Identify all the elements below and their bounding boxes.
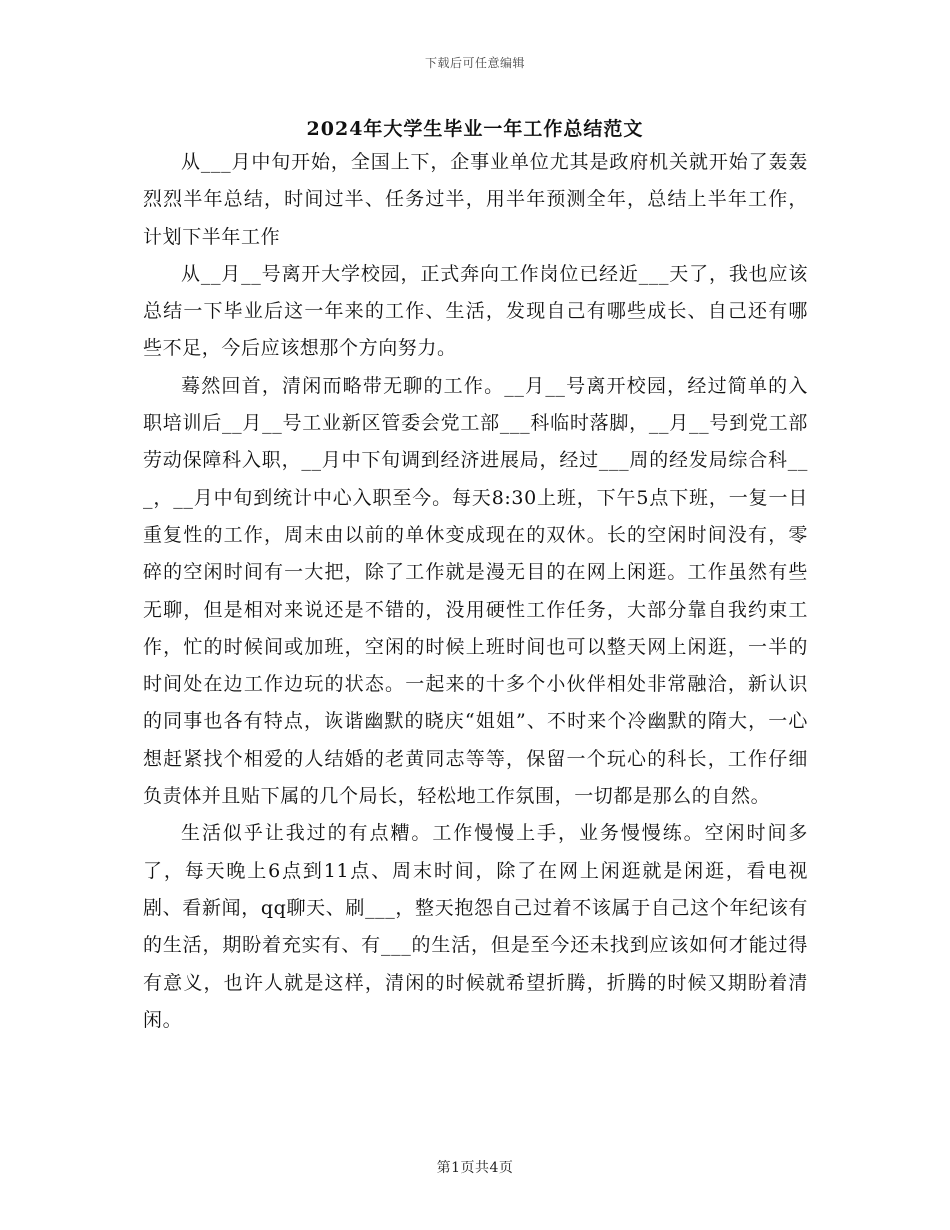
paragraph-1: 从___月中旬开始，全国上下，企事业单位尤其是政府机关就开始了轰轰烈烈半年总结，时间过半、任务过半，用半年预测全年，总结上半年工作，计划下半年工作 bbox=[143, 151, 808, 248]
document-title: 2024年大学生毕业一年工作总结范文 bbox=[306, 118, 644, 140]
document-body bbox=[143, 144, 808, 1039]
header-note: 下载后可任意编辑 bbox=[424, 56, 525, 70]
page-number: 第1页共4页 bbox=[436, 1160, 514, 1176]
paragraph-4: 生活似乎让我过的有点糟。工作慢慢上手，业务慢慢练。空闲时间多了，每天晚上6点到11点、周末时间，除了在网上闲逛就是闲逛，看电视剧、看新闻，qq聊天、刷___，整天抱怨自己过着不该属于自己这个年纪该有的生活，期盼着充实有、有___的生活，但是至今还未找到应该如何才能过得有意义，也许人就是这样，清闲的时候就希望折腾，折腾的时候又期盼着清闲。 bbox=[143, 822, 808, 1031]
paragraph-3: 蓦然回首，清闲而略带无聊的工作。__月__号离开校园，经过简单的入职培训后__月__号工业新区管委会党工部___科临时落脚，__月__号到党工部劳动保障科入职，__月中下旬调到经济进展局，经过___周的经发局综合科___，__月中旬到统计中心入职至今。每天8:30上班，下午5点下班，一复一日重复性的工作，周末由以前的单休变成现在的双休。长的空闲时间没有，零碎的空闲时间有一大把，除了工作就是漫无目的在网上闲逛。工作虽然有些无聊，但是相对来说还是不错的，没用硬性工作任务，大部分靠自我约束工作，忙的时候间或加班，空闲的时候上班时间也可以整天网上闲逛，一半的时间处在边工作边玩的状态。一起来的十多个小伙伴相处非常融洽，新认识的同事也各有特点，诙谐幽默的晓庆“姐姐”、不时来个冷幽默的隋大，一心想赶紧找个相爱的人结婚的老黄同志等等，保留一个玩心的科长，工作仔细负责体并且贴下属的几个局长，轻松地工作氛围，一切都是那么的自然。 bbox=[143, 374, 808, 808]
paragraph-2: 从__月__号离开大学校园，正式奔向工作岗位已经近___天了，我也应该总结一下毕业后这一年来的工作、生活，发现自己有哪些成长、自己还有哪些不足，今后应该想那个方向努力。 bbox=[143, 262, 808, 360]
